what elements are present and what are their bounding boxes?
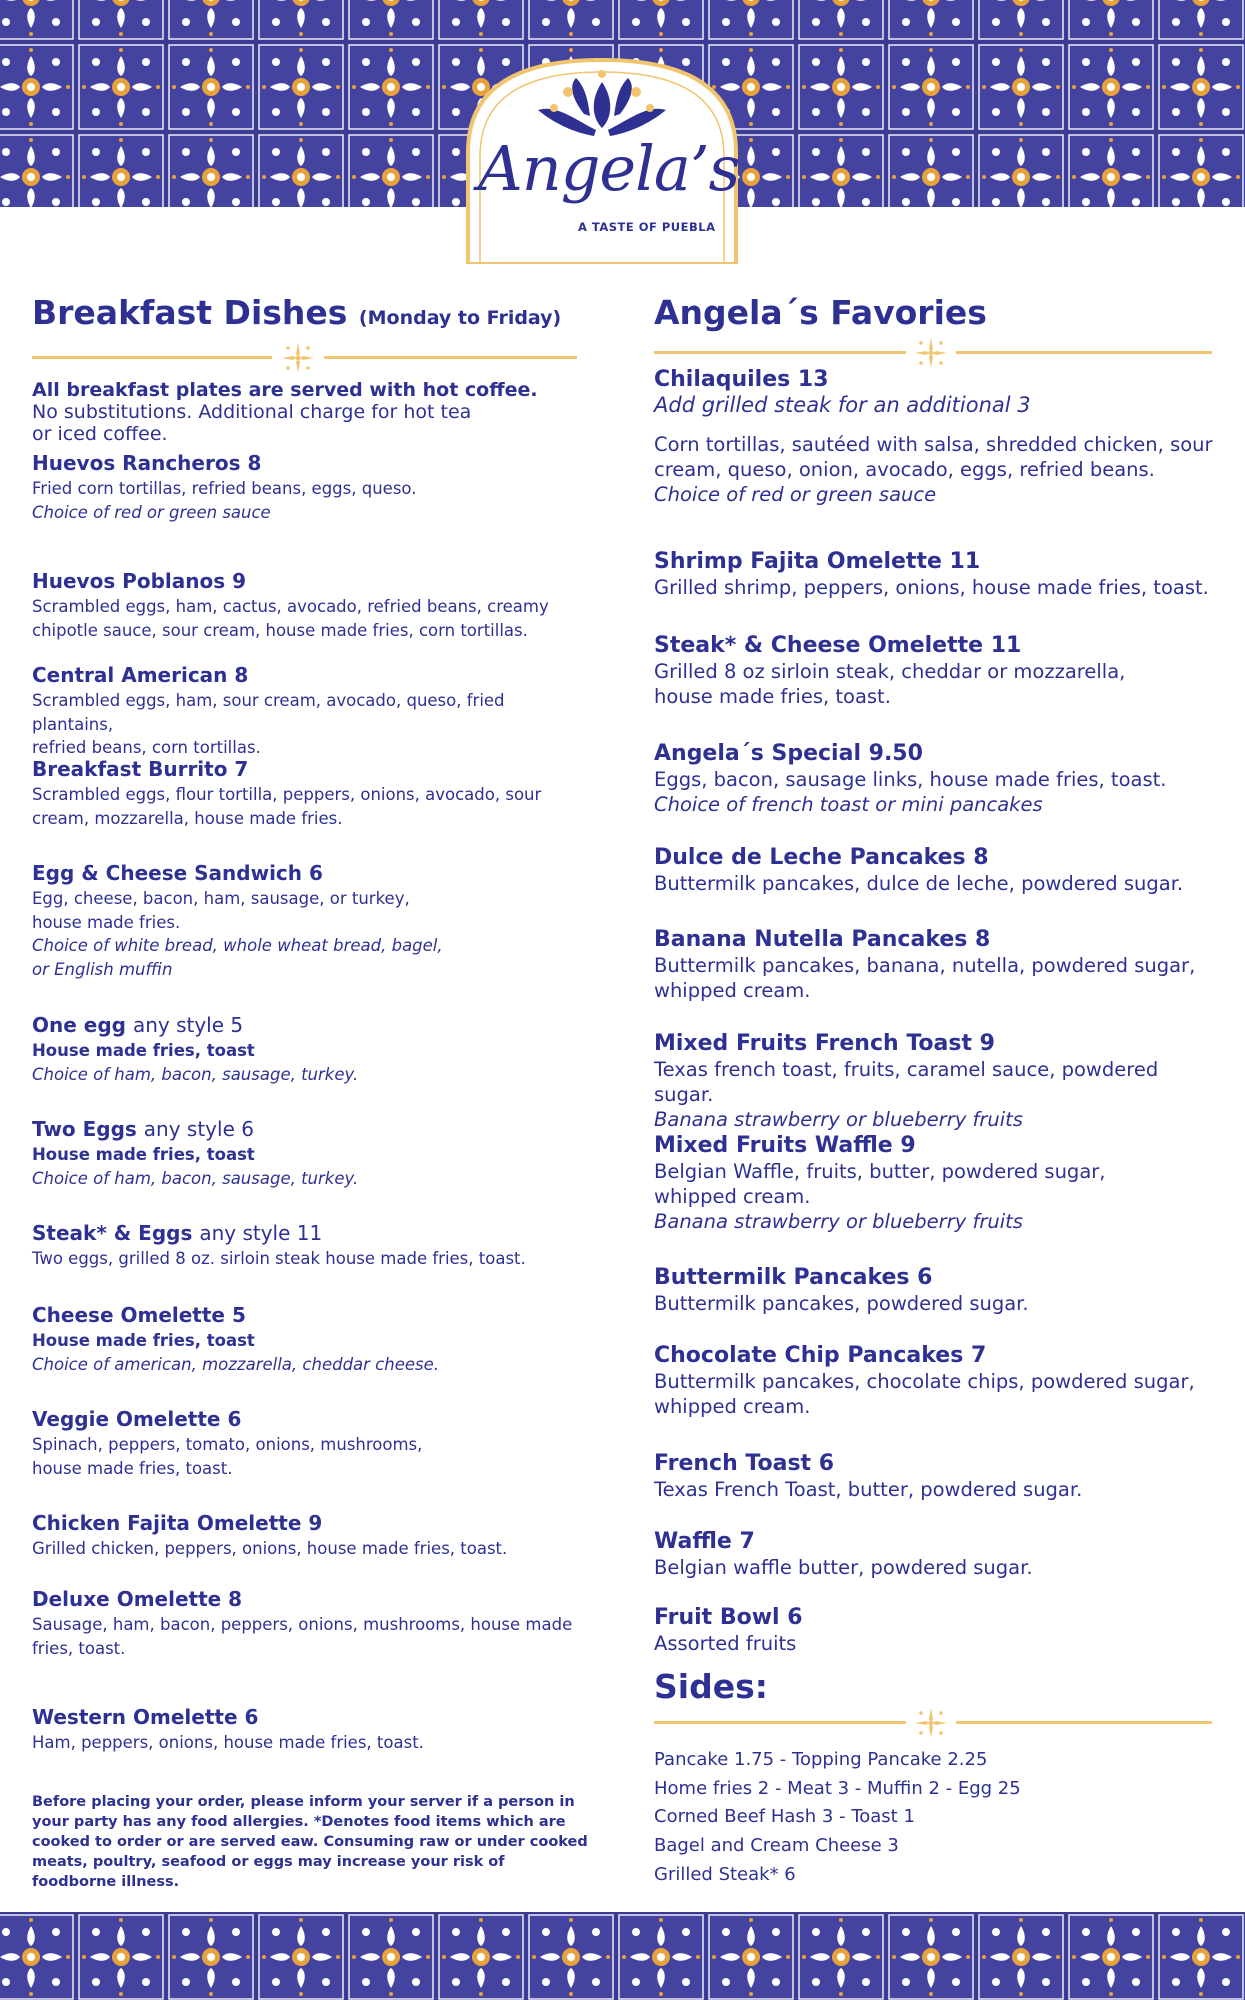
menu-item-description: Buttermilk pancakes, dulce de leche, powdered sugar. [654,872,1184,895]
menu-item-name: Two Eggs any style 6 [32,1117,254,1141]
menu-item [32,1012,577,1086]
menu-item [32,756,577,830]
menu-item-name: Dulce de Leche Pancakes 8 [654,845,989,870]
intro-coffee-note: All breakfast plates are served with hot coffee. [32,379,538,401]
menu-item-description: Two eggs, grilled 8 oz. sirloin steak house made fries, toast. [32,1249,526,1268]
sparkle-ornament-icon [913,336,949,370]
menu-item-note: Choice of french toast or mini pancakes [654,793,1043,816]
menu-item-name: Waffle 7 [654,1529,755,1554]
menu-item-note: Banana strawberry or blueberry fruits [654,1108,1023,1131]
menu-item [654,926,1214,1003]
breakfast-column [32,290,588,1890]
menu-item-description: Spinach, peppers, tomato, onions, mushrooms, house made fries, toast. [32,1435,423,1478]
menu-item-description: Belgian Waffle, fruits, butter, powdered sugar, whipped cream. [654,1160,1106,1208]
restaurant-logo [458,52,746,264]
breakfast-section-title: Breakfast Dishes (Monday to Friday) [32,293,562,332]
intro-substitutions-note: No substitutions. Additional charge for hot tea or iced coffee. [32,401,472,445]
menu-item-description: House made fries, toast [32,1041,255,1060]
menu-item-name: Banana Nutella Pancakes 8 [654,927,991,952]
menu-item [32,1406,577,1480]
menu-item-description: Eggs, bacon, sausage links, house made fries, toast. [654,768,1167,791]
menu-item-note: Banana strawberry or blueberry fruits [654,1210,1023,1233]
menu-item-name: Steak* & Cheese Omelette 11 [654,633,1022,658]
menu-item-name: Mixed Fruits Waffle 9 [654,1133,916,1158]
sides-section [654,1664,1214,1890]
menu-item-name: Fruit Bowl 6 [654,1605,803,1630]
menu-item-note: Choice of red or green sauce [654,483,937,506]
menu-item-description: Buttermilk pancakes, powdered sugar. [654,1292,1029,1315]
menu-item-description: Grilled shrimp, peppers, onions, house made fries, toast. [654,576,1209,599]
menu-item [654,548,1214,600]
menu-item-description: Buttermilk pancakes, chocolate chips, powdered sugar, whipped cream. [654,1370,1195,1418]
side-item: Bagel and Cream Cheese 3 [654,1835,899,1857]
menu-item-description: Buttermilk pancakes, banana, nutella, powdered sugar, whipped cream. [654,954,1196,1002]
menu-item-name-suffix: any style 6 [143,1117,254,1141]
menu-item [654,740,1214,817]
menu-item-description: Scrambled eggs, ham, sour cream, avocado, queso, fried plantains, refried beans, corn tortillas. [32,691,505,757]
menu-item [654,1132,1214,1234]
menu-item [32,860,577,981]
menu-item-name: Deluxe Omelette 8 [32,1587,243,1611]
menu-item-name-suffix: any style 11 [199,1221,323,1245]
menu-item-name: Chicken Fajita Omelette 9 [32,1511,323,1535]
favorites-column [654,290,1214,1885]
menu-item-description: Texas French Toast, butter, powdered sugar. [654,1478,1083,1501]
menu-item-name: Chilaquiles 13 [654,367,829,392]
section-divider [654,1706,1214,1740]
menu-item-name: Angela´s Special 9.50 [654,741,923,766]
menu-item-name: Chocolate Chip Pancakes 7 [654,1343,987,1368]
logo-tagline: A TASTE OF PUEBLA [578,220,716,234]
sparkle-ornament-icon [913,1706,949,1740]
bottom-tile-border [0,1912,1245,2000]
menu-item [654,632,1214,709]
menu-item [32,568,577,642]
menu-item [654,1450,1214,1502]
menu-item [654,1264,1214,1316]
menu-item-note: Choice of white bread, whole wheat bread, bagel, or English muffin [32,936,443,979]
menu-item-note: Choice of red or green sauce [32,502,271,522]
menu-item-description: Scrambled eggs, ham, cactus, avocado, refried beans, creamy chipotle sauce, sour cream, house made fries, corn tortillas. [32,597,549,640]
menu-item [654,1604,1214,1656]
allergy-disclaimer: Before placing your order, please inform your server if a person in your party has any food allergies. *Denotes food items which are cooked to order or are served eaw. Consuming raw or under cooked meats, poultry, seafood or eggs may increase your risk of foodborne illness. [32,1794,588,1890]
menu-item [32,1586,577,1660]
menu-item-description: Corn tortillas, sautéed with salsa, shredded chicken, sour cream, queso, onion, avocado, eggs, refried beans. [654,433,1213,481]
side-item: Grilled Steak* 6 [654,1863,796,1885]
menu-item [32,1302,577,1376]
sides-section-title: Sides: [654,1667,768,1706]
menu-item-description: Ham, peppers, onions, house made fries, toast. [32,1733,424,1752]
menu-item-description: Fried corn tortillas, refried beans, eggs, queso. [32,479,417,498]
menu-item [32,1704,577,1755]
menu-item-description: Sausage, ham, bacon, peppers, onions, mushrooms, house made fries, toast. [32,1615,573,1658]
menu-item-name: Central American 8 [32,663,249,687]
menu-item [32,450,577,524]
menu-item [654,1030,1214,1132]
side-item: Corned Beef Hash 3 - Toast 1 [654,1806,915,1828]
menu-item-addon-note: Add grilled steak for an additional 3 [654,393,1031,417]
menu-item-note: Choice of american, mozzarella, cheddar cheese. [32,1354,440,1374]
talavera-tile-pattern [0,1912,1245,2000]
favorites-section-title: Angela´s Favories [654,293,987,332]
menu-item [654,844,1214,896]
section-divider [32,341,577,375]
menu-item [32,1116,577,1190]
breakfast-section-subtitle: (Monday to Friday) [358,307,562,329]
sparkle-ornament-icon [280,341,316,375]
menu-item-description: Assorted fruits [654,1632,797,1655]
menu-item-name: Egg & Cheese Sandwich 6 [32,861,323,885]
menu-item-name: Veggie Omelette 6 [32,1407,242,1431]
menu-item-name: French Toast 6 [654,1451,835,1476]
menu-item-description: House made fries, toast [32,1331,255,1350]
menu-item-description: Texas french toast, fruits, caramel sauce, powdered sugar. [654,1058,1159,1106]
menu-item [654,1342,1214,1419]
menu-item-description: Grilled 8 oz sirloin steak, cheddar or mozzarella, house made fries, toast. [654,660,1126,708]
menu-item-description: Scrambled eggs, flour tortilla, peppers, onions, avocado, sour cream, mozzarella, house made fries. [32,785,542,828]
menu-item-name: One egg any style 5 [32,1013,244,1037]
sides-list [654,1746,1214,1890]
menu-item-description: Belgian waffle butter, powdered sugar. [654,1556,1033,1579]
menu-item-name: Mixed Fruits French Toast 9 [654,1031,995,1056]
menu-item-note: Choice of ham, bacon, sausage, turkey. [32,1168,359,1188]
menu-item-name: Shrimp Fajita Omelette 11 [654,549,981,574]
menu-item-name: Cheese Omelette 5 [32,1303,246,1327]
menu-item-description: Egg, cheese, bacon, ham, sausage, or turkey, house made fries. [32,889,410,932]
menu-item [654,1528,1214,1580]
menu-item-name: Breakfast Burrito 7 [32,757,249,781]
breakfast-intro [32,379,577,445]
menu-item-description: House made fries, toast [32,1145,255,1164]
menu-item-name: Huevos Rancheros 8 [32,451,262,475]
menu-item-note: Choice of ham, bacon, sausage, turkey. [32,1064,359,1084]
side-item: Home fries 2 - Meat 3 - Muffin 2 - Egg 25 [654,1777,1021,1799]
section-divider [654,336,1214,370]
menu-item [654,366,1214,507]
menu-item-name: Buttermilk Pancakes 6 [654,1265,933,1290]
menu-item-description: Grilled chicken, peppers, onions, house made fries, toast. [32,1539,508,1558]
menu-item-name-suffix: any style 5 [132,1013,244,1037]
menu-item-name: Steak* & Eggs any style 11 [32,1221,323,1245]
menu-item-name: Western Omelette 6 [32,1705,259,1729]
side-item: Pancake 1.75 - Topping Pancake 2.25 [654,1749,988,1770]
menu-item [32,1510,577,1561]
menu-item [32,662,577,760]
menu-item [32,1220,577,1271]
menu-item-name: Huevos Poblanos 9 [32,569,247,593]
logo-wordmark: Angela’s [478,132,740,205]
